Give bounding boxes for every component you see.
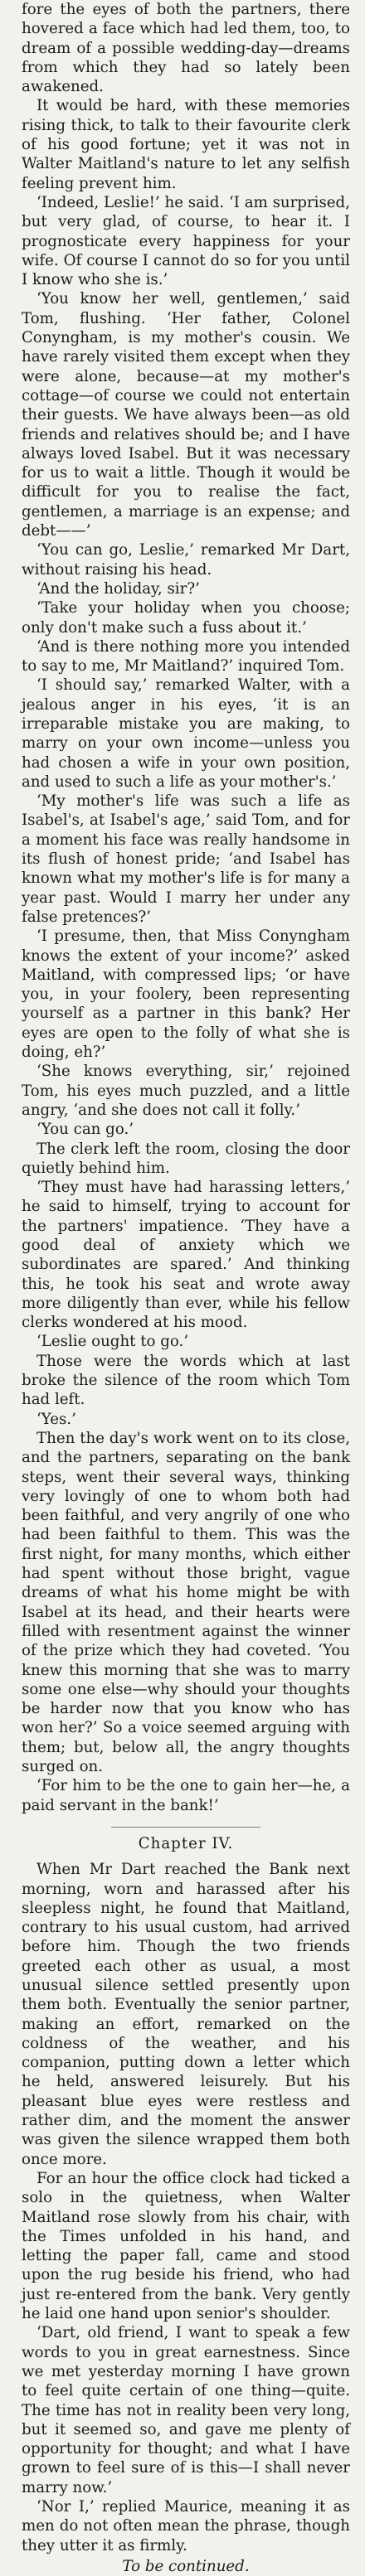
paragraph: ‘You can go, Leslie,’ remarked Mr Dart, without raising his head.	[22, 541, 350, 579]
to-be-continued: To be continued.	[122, 2557, 250, 2575]
paragraph: fore the eyes of both the partners, there hovered a face which had led them, too, to dream of a possible wedding-day—dreams from which they had so lately been awakened.	[22, 1, 350, 96]
paragraph: ‘My mother's life was such a life as Isabel's, at Isabel's age,’ said Tom, and for a moment his face was really handsome in its flush of honest pride; ‘and Isabel has known what my mother's life is for many a year past. Would I marry her under any false pretences?’	[22, 792, 350, 926]
paragraph: It would be hard, with these memories rising thick, to talk to their favourite clerk of his good fortune; yet it was not in Walter Maitland's nature to let any selfish feeling prevent him.	[22, 97, 350, 192]
paragraph: ‘I presume, then, that Miss Conyngham knows the extent of your income?’ asked Maitland, with compressed lips; ‘or have you, in your foolery, been representing yourself as a partner in this bank? Her eyes are open to the folly of what she is doing, eh?’	[22, 927, 350, 1062]
paragraph: ‘You know her well, gentlemen,’ said Tom, flushing. ‘Her father, Colonel Conyngham, is my mother's cousin. We have rarely visited them except when they were alone, because—at my mother's cottage—of course we could not entertain their guests. We have always been—as old friends and relatives should be; and I have always loved Isabel. But it was necessary for us to wait a little. Though it would be difficult for you to realise the fact, gentlemen, a marriage is an expense; and debt——’	[22, 290, 350, 540]
paragraph: ‘And the holiday, sir?’	[36, 579, 200, 598]
paragraph: ‘She knows everything, sir,’ rejoined Tom, his eyes much puzzled, and a little angry, ‘and she does not call it folly.’	[22, 1063, 350, 1119]
paragraph: ‘Leslie ought to go.’	[36, 1333, 189, 1351]
paragraph: ‘Take your holiday when you choose; only don't make such a fuss about it.’	[22, 599, 350, 637]
chapter-text	[22, 1860, 350, 2555]
paragraph: ‘Dart, old friend, I want to speak a few words to you in great earnestness. Since we met yesterday morning I have grown to feel quite certain of one thing—quite. The time has not in reality been very long, but it seemed so, and gave me plenty of opportunity for thought; and what I have grown to feel sure of is this—I shall never marry now.’	[22, 2324, 350, 2496]
paragraph: ‘And is there nothing more you intended to say to me, Mr Maitland?’ inquired Tom.	[22, 637, 350, 675]
paragraph: ‘You can go.’	[36, 1121, 134, 1139]
story-text	[22, 0, 350, 1815]
paragraph: ‘Nor I,’ replied Maurice, meaning it as men do not often mean the phrase, though they utter it as firmly.	[22, 2498, 350, 2554]
paragraph: When Mr Dart reached the Bank next morning, worn and harassed after his sleepless night, he found that Maitland, contrary to his usual custom, had arrived before him. Though the two friends greeted each other as usual, a most unusual silence settled presently upon them both. Eventually the senior partner, making an effort, remarked on the coldness of the weather, and his companion, putting down a letter which he held, answered leisurely. But his pleasant blue eyes were restless and rather dim, and the moment the answer was given the silence wrapped them both once more.	[22, 1861, 350, 2168]
paragraph: The clerk left the room, closing the door quietly behind him.	[22, 1140, 350, 1177]
paragraph: ‘Yes.’	[36, 1410, 76, 1428]
paragraph: For an hour the office clock had ticked a solo in the quietness, when Walter Maitland rose slowly from his chair, with the Times unfolded in his hand, and letting the paper fall, came and stood upon the rug beside his friend, who had just re-entered from the bank. Very gently he laid one hand upon senior's shoulder.	[22, 2169, 350, 2323]
chapter-divider	[111, 1827, 260, 1828]
paragraph: ‘They must have had harassing letters,’ he said to himself, trying to account for the partners' impatience. ‘They have a good deal of anxiety which we subordinates are spared.’ And thinking this, he took his seat and wrote away more diligently than ever, while his fellow clerks wondered at his mood.	[22, 1179, 350, 1332]
paragraph: Then the day's work went on to its close, and the partners, separating on the bank steps, went their several ways, thinking very lovingly of one to whom both had been faithful, and very angrily of one who had been faithful to them. This was the first night, for many months, which either had spent without those bright, vague dreams of what his home might be with Isabel at its head, and their hearts were filled with resentment against the winner of the prize which they had coveted. ‘You knew this morning that she was to marry some one else—why should your thoughts be harder now that you know who has won her?’ So a voice seemed arguing with them; but, below all, the angry thoughts surged on.	[22, 1429, 350, 1776]
paragraph: ‘For him to be the one to gain her—he, a paid servant in the bank!’	[22, 1777, 350, 1814]
paragraph: Those were the words which at last broke the silence of the room which Tom had left.	[22, 1352, 350, 1409]
paragraph: ‘Indeed, Leslie!’ he said. ‘I am surprised, but very glad, of course, to hear it. I prognosticate every happiness for your wife. Of course I cannot do so for you until I know who she is.’	[22, 193, 350, 289]
chapter-heading: Chapter IV.	[138, 1834, 234, 1852]
paragraph: ‘I should say,’ remarked Walter, with a jealous anger in his eyes, ‘it is an irreparable mistake you are making, to marry on your own income—unless you had chosen a wife in your own position, and used to such a life as your mother's.’	[22, 676, 350, 791]
